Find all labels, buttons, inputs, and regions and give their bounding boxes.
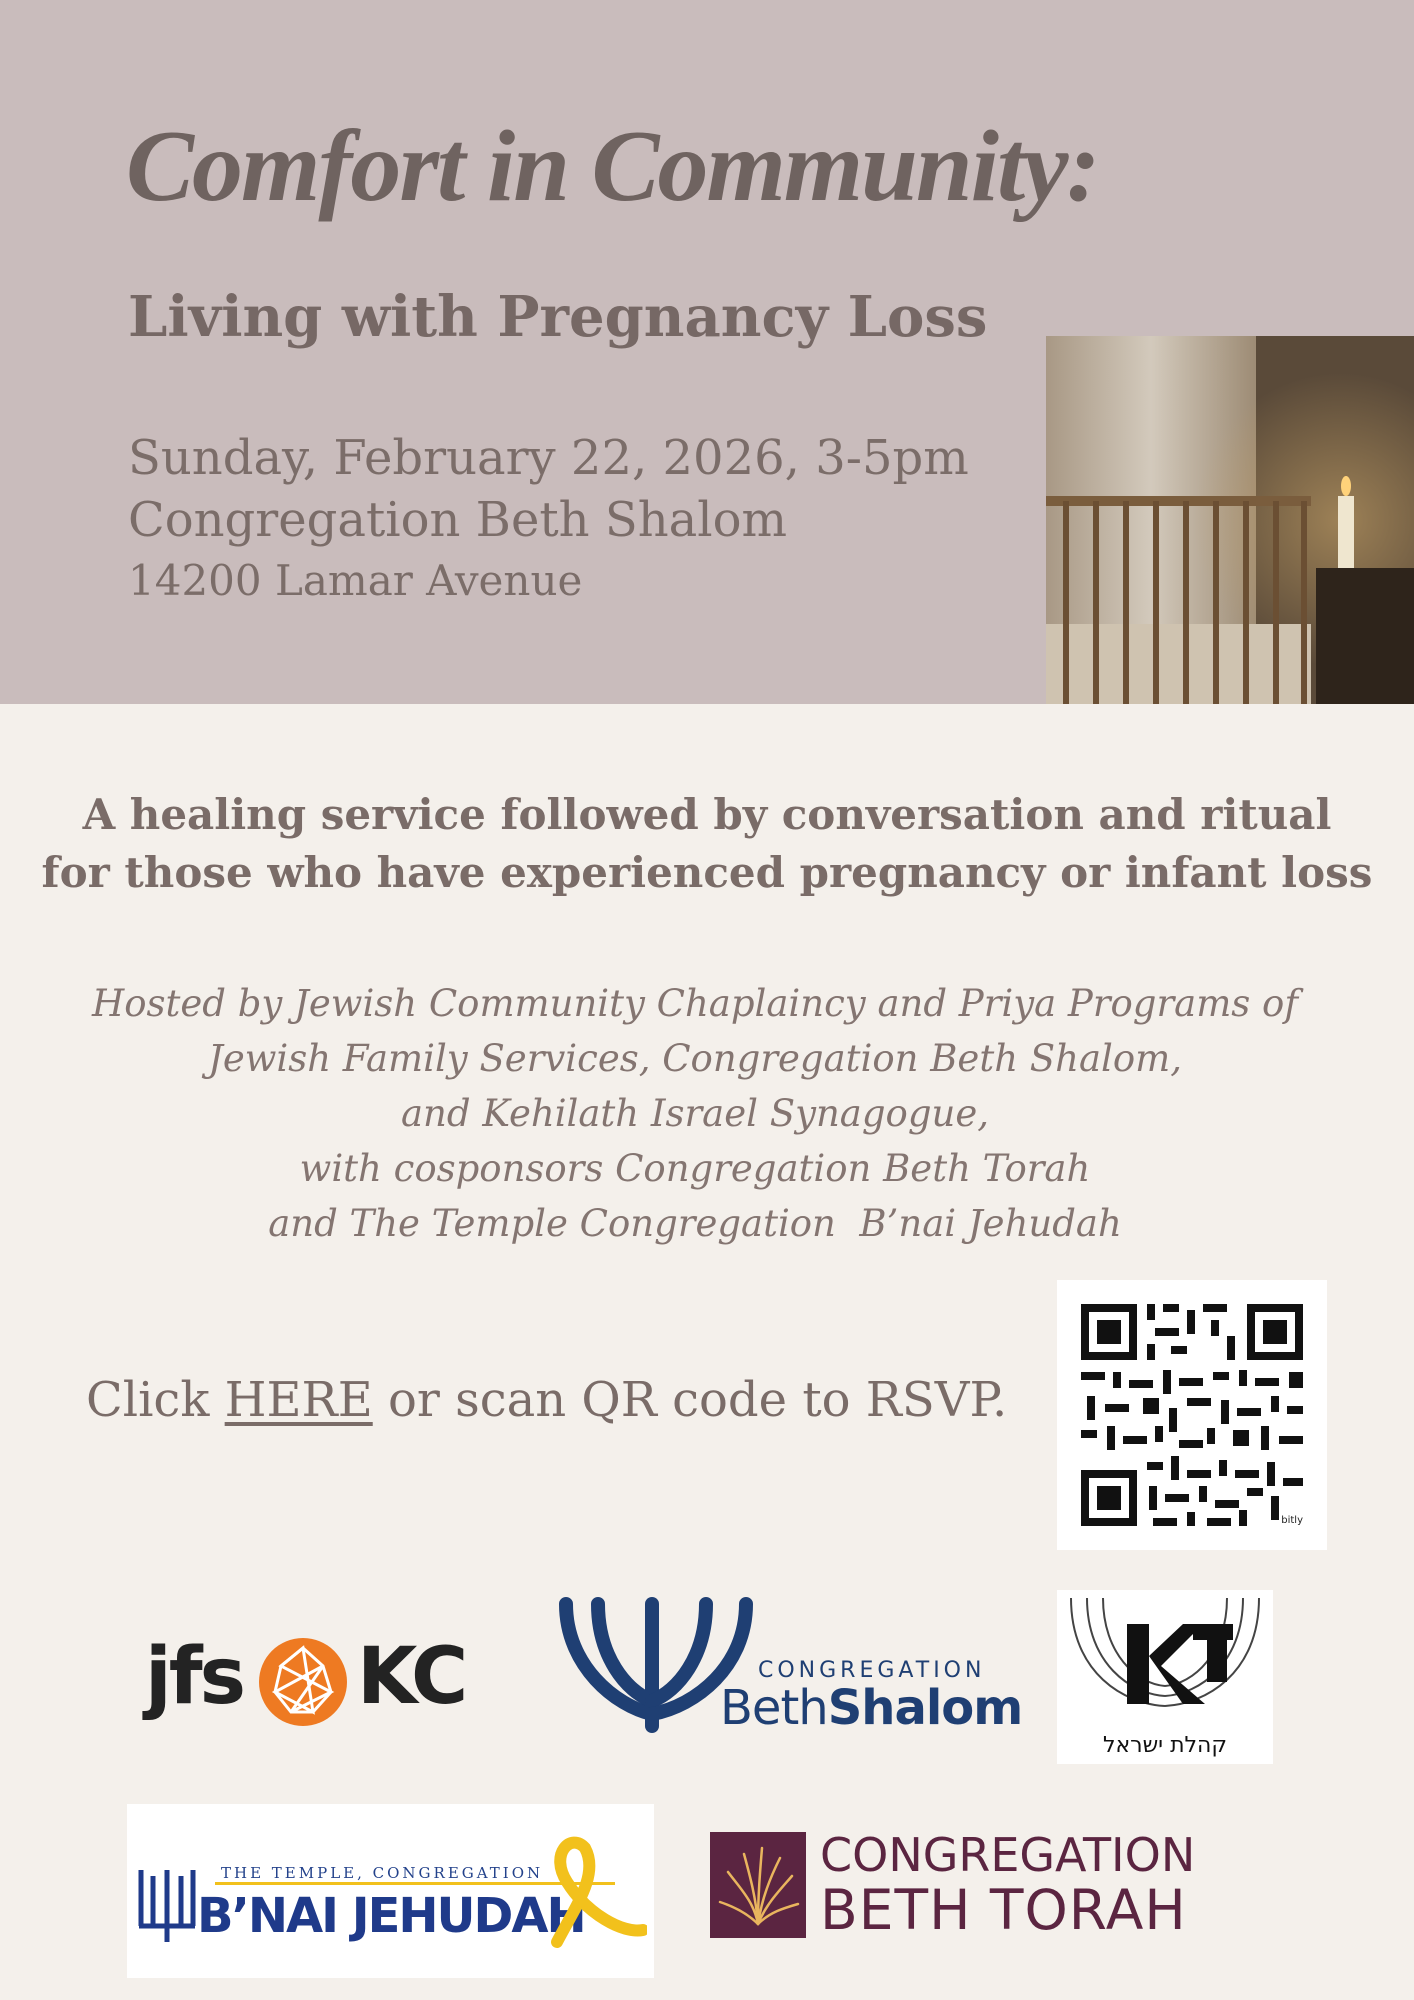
yellow-ribbon-icon — [527, 1834, 647, 1954]
hosts-line: and The Temple Congregation B’nai Jehudah — [268, 1202, 1122, 1245]
bnai-jehudah-name: B’NAI JEHUDAH — [197, 1888, 585, 1944]
bnai-temple-text: THE TEMPLE, CONGREGATION — [221, 1864, 544, 1882]
bnai-jehudah-logo — [127, 1804, 654, 1978]
beth-shalom-shalom: Shalom — [827, 1680, 1023, 1736]
beth-torah-name: BETH TORAH — [820, 1878, 1187, 1942]
beth-shalom-logo — [556, 1596, 1023, 1736]
description-line-1: A healing service followed by conversation and ritual — [82, 790, 1332, 839]
jfs-kc-logo — [145, 1626, 475, 1736]
page-title: Comfort in Community: — [126, 110, 1099, 223]
bnai-menorah-icon — [135, 1866, 199, 1946]
hosts-line: Jewish Family Services, Congregation Beth Shalom, — [208, 1037, 1182, 1080]
event-description — [0, 786, 1414, 902]
ki-menorah-icon — [1065, 1594, 1265, 1724]
page-subtitle: Living with Pregnancy Loss — [128, 284, 988, 350]
beth-torah-logo — [710, 1828, 1250, 1942]
ki-hebrew-text: קהלת ישראל — [1102, 1733, 1228, 1758]
crib-candle-photo — [1046, 336, 1414, 704]
burning-bush-icon — [710, 1832, 806, 1938]
beth-torah-congregation: CONGREGATION — [820, 1828, 1196, 1882]
rsvp-link[interactable]: HERE — [224, 1372, 373, 1428]
rsvp-qr-code[interactable] — [1057, 1280, 1327, 1550]
rsvp-text — [86, 1372, 1007, 1428]
qr-code-icon — [1057, 1280, 1327, 1550]
rsvp-prefix: Click — [86, 1372, 225, 1428]
event-venue: Congregation Beth Shalom — [128, 492, 787, 548]
beth-shalom-beth: Beth — [720, 1680, 828, 1736]
rsvp-suffix: or scan QR code to RSVP. — [372, 1372, 1008, 1428]
hosts-section — [0, 976, 1390, 1251]
event-date-time: Sunday, February 22, 2026, 3-5pm — [128, 430, 969, 486]
description-line-2: for those who have experienced pregnancy or infant loss — [41, 848, 1373, 897]
qr-caption: bitly — [1281, 1515, 1303, 1526]
kc-logo-text: KC — [357, 1632, 466, 1722]
hosts-line: and Kehilath Israel Synagogue, — [400, 1092, 989, 1135]
beth-torah-flame-mark — [710, 1832, 806, 1938]
jfs-star-icon — [257, 1636, 349, 1728]
hosts-line: Hosted by Jewish Community Chaplaincy and Priya Programs of — [91, 982, 1299, 1025]
beth-shalom-congregation: CONGREGATION — [758, 1658, 986, 1683]
beth-shalom-name — [720, 1680, 1022, 1736]
event-address: 14200 Lamar Avenue — [128, 556, 583, 605]
kehilath-israel-logo — [1057, 1590, 1273, 1764]
jfs-logo-text: jfs — [145, 1632, 244, 1722]
hosts-line: with cosponsors Congregation Beth Torah — [299, 1147, 1091, 1190]
